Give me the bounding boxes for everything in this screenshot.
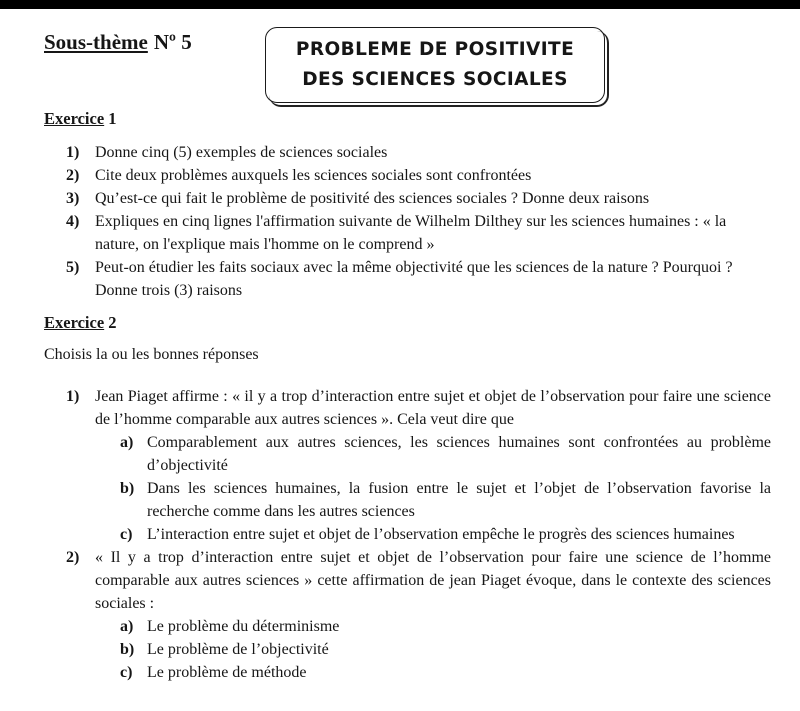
exercise-1-word: Exercice bbox=[44, 109, 105, 128]
option-text: Dans les sciences humaines, la fusion entre le sujet et l’objet de l’observation favorise la recherche comme dans les autres sciences bbox=[147, 480, 771, 520]
option-text: Comparablement aux autres sciences, les sciences humaines sont confrontées au problème d’objectivité bbox=[147, 434, 771, 474]
title-line-1: PROBLEME DE POSITIVITE bbox=[295, 39, 575, 60]
question-number: 5) bbox=[66, 259, 80, 276]
question-number: 2) bbox=[66, 167, 80, 184]
option-text: Le problème de l’objectivité bbox=[147, 641, 329, 658]
exercise-1-question bbox=[66, 164, 771, 187]
option-letter: b) bbox=[120, 480, 135, 497]
subtheme-number: Nº 5 bbox=[153, 30, 192, 54]
option-letter: a) bbox=[120, 434, 134, 451]
title-box bbox=[265, 27, 605, 103]
exercise-2-question bbox=[66, 546, 771, 684]
question-number: 4) bbox=[66, 213, 80, 230]
subtheme-heading bbox=[44, 30, 192, 55]
exercise-1-question bbox=[66, 141, 771, 164]
exercise-1-question bbox=[66, 187, 771, 210]
question-number: 3) bbox=[66, 190, 80, 207]
answer-options bbox=[95, 615, 771, 684]
question-number: 1) bbox=[66, 388, 80, 405]
answer-option bbox=[120, 477, 771, 523]
answer-options bbox=[95, 431, 771, 546]
option-text: Le problème du déterminisme bbox=[147, 618, 340, 635]
option-text: L’interaction entre sujet et objet de l’observation empêche le progrès des sciences humaines bbox=[147, 526, 735, 543]
answer-option bbox=[120, 615, 771, 638]
question-text: Peut-on étudier les faits sociaux avec la même objectivité que les sciences de la nature ? Pourquoi ? Donne trois (3) raisons bbox=[95, 259, 733, 299]
question-text: Jean Piaget affirme : « il y a trop d’interaction entre sujet et objet de l’observation pour faire une science de l’homme comparable aux autres sciences ». Cela veut dire que bbox=[95, 388, 771, 428]
option-letter: c) bbox=[120, 526, 133, 543]
option-text: Le problème de méthode bbox=[147, 664, 307, 681]
exercise-1-questions bbox=[66, 141, 771, 302]
answer-option bbox=[120, 638, 771, 661]
question-text: Qu’est-ce qui fait le problème de positivité des sciences sociales ? Donne deux raisons bbox=[95, 190, 650, 207]
top-black-bar bbox=[0, 0, 800, 9]
option-letter: b) bbox=[120, 641, 135, 658]
answer-option bbox=[120, 661, 771, 684]
answer-option bbox=[120, 523, 771, 546]
option-letter: c) bbox=[120, 664, 133, 681]
question-number: 1) bbox=[66, 144, 80, 161]
question-text: Donne cinq (5) exemples de sciences sociales bbox=[95, 144, 388, 161]
question-number: 2) bbox=[66, 549, 80, 566]
question-text: « Il y a trop d’interaction entre sujet et objet de l’observation pour faire une science de l’homme comparable aux autres sciences » cette affirmation de jean Piaget évoque, dans le contexte des sciences sociales : bbox=[95, 549, 771, 612]
subtheme-label: Sous-thème bbox=[44, 30, 148, 54]
exercise-1-number: 1 bbox=[108, 109, 117, 128]
exercise-1-question bbox=[66, 256, 771, 302]
exercise-1-question bbox=[66, 210, 771, 256]
exercise-2-questions bbox=[66, 385, 771, 684]
exercise-1-title bbox=[44, 109, 117, 129]
exercise-2-instruction: Choisis la ou les bonnes réponses bbox=[44, 346, 259, 363]
exercise-2-question bbox=[66, 385, 771, 546]
answer-option bbox=[120, 431, 771, 477]
exercise-2-title bbox=[44, 313, 117, 333]
title-line-2: DES SCIENCES SOCIALES bbox=[302, 69, 568, 90]
option-letter: a) bbox=[120, 618, 134, 635]
question-text: Expliques en cinq lignes l'affirmation suivante de Wilhelm Dilthey sur les sciences humaines : « la nature, on l'explique mais l'homme on le comprend » bbox=[95, 213, 727, 253]
question-text: Cite deux problèmes auxquels les sciences sociales sont confrontées bbox=[95, 167, 532, 184]
exercise-2-word: Exercice bbox=[44, 313, 105, 332]
exercise-2-number: 2 bbox=[108, 313, 117, 332]
